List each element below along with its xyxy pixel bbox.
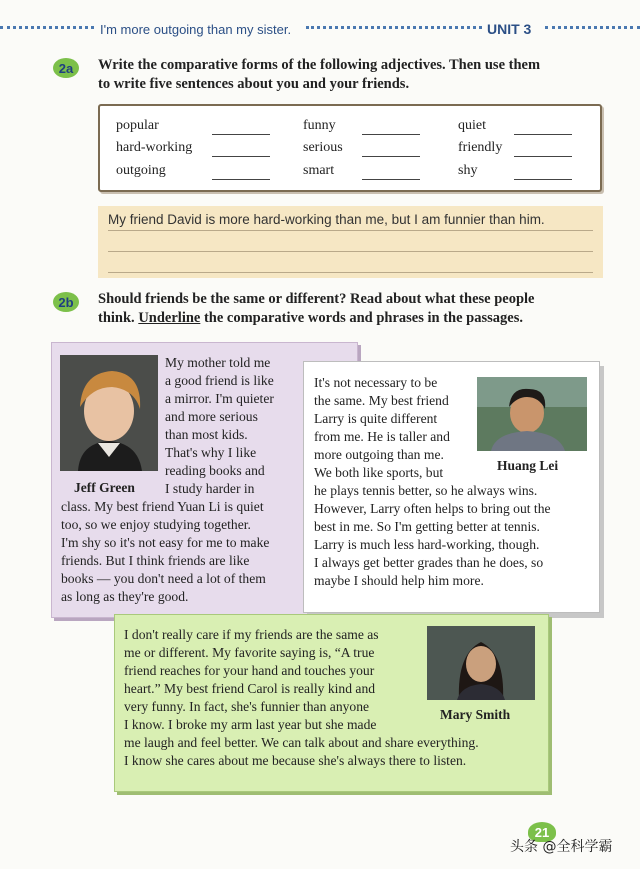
answer-blank[interactable] xyxy=(514,134,572,135)
adjective-word: popular xyxy=(116,118,159,133)
jeff-line: books — you don't need a lot of them xyxy=(61,571,266,586)
instruction-2a xyxy=(98,56,608,94)
jeff-line: reading books and xyxy=(165,463,265,478)
huang-photo xyxy=(477,377,587,451)
huang-line: more outgoing than me. xyxy=(314,447,444,462)
jeff-line: That's why I like xyxy=(165,445,257,460)
answer-blank[interactable] xyxy=(514,179,572,180)
mary-line: me or different. My favorite saying is, “A true xyxy=(124,645,375,660)
underline-word: Underline xyxy=(138,310,201,326)
adjective-word: funny xyxy=(303,118,336,133)
girl-portrait-icon xyxy=(427,626,535,700)
answer-blank[interactable] xyxy=(362,156,420,157)
jeff-line: My mother told me xyxy=(165,355,271,370)
adjective-word: quiet xyxy=(458,118,486,133)
jeff-line: I'm shy so it's not easy for me to make xyxy=(61,535,270,550)
page-number: 21 xyxy=(528,822,556,842)
jeff-line: I study harder in xyxy=(165,481,255,496)
header-dots-left xyxy=(0,26,94,29)
example-sentence: My friend David is more hard-working than me, but I am funnier than him. xyxy=(108,212,545,227)
mary-line: I don't really care if my friends are the same as xyxy=(124,627,379,642)
adjective-word: hard-working xyxy=(116,140,193,155)
watermark: 头条 @全科学霸 xyxy=(510,839,613,855)
answer-blank[interactable] xyxy=(362,134,420,135)
answer-blank[interactable] xyxy=(212,134,270,135)
huang-line: best in me. So I'm getting better at tennis. xyxy=(314,519,540,534)
huang-line: However, Larry often helps to bring out the xyxy=(314,501,551,516)
header-dots-middle xyxy=(306,26,482,29)
answer-blank[interactable] xyxy=(212,179,270,180)
instruction-2b xyxy=(98,290,608,328)
jeff-photo xyxy=(60,355,158,471)
huang-line: We both like sports, but xyxy=(314,465,444,480)
badge-2b: 2b xyxy=(53,292,79,312)
adjective-word: serious xyxy=(303,140,343,155)
huang-line: from me. He is taller and xyxy=(314,429,450,444)
man-portrait-icon xyxy=(477,377,587,451)
mary-line: very funny. In fact, she's funnier than anyone xyxy=(124,699,370,714)
mary-line: I know. I broke my arm last year but she made xyxy=(124,717,377,732)
huang-line: Larry is much less hard-working, though. xyxy=(314,537,540,552)
jeff-line: as long as they're good. xyxy=(61,589,189,604)
huang-line: he plays tennis better, so he always wins. xyxy=(314,483,538,498)
huang-line: I always get better grades than he does, so xyxy=(314,555,544,570)
huang-line: It's not necessary to be xyxy=(314,375,438,390)
adjective-word: outgoing xyxy=(116,163,166,178)
instruction-2b-pre: think. xyxy=(98,310,139,326)
badge-2a: 2a xyxy=(53,58,79,78)
answer-blank[interactable] xyxy=(212,156,270,157)
jeff-line: and more serious xyxy=(165,409,258,424)
adjective-box xyxy=(98,104,602,192)
example-box xyxy=(98,206,603,278)
mary-photo xyxy=(427,626,535,700)
instruction-2b-line1: Should friends be the same or different? Read about what these people xyxy=(98,291,535,307)
instruction-2b-line2 xyxy=(98,309,608,328)
writing-line[interactable] xyxy=(108,251,593,252)
adjective-word: friendly xyxy=(458,140,503,155)
instruction-2b-post: the comparative words and phrases in the passages. xyxy=(200,310,523,326)
huang-line: Larry is quite different xyxy=(314,411,438,426)
mary-line: I know she cares about me because she's always there to listen. xyxy=(124,753,467,768)
mary-line: me laugh and feel better. We can talk about and share everything. xyxy=(124,735,479,750)
huang-name: Huang Lei xyxy=(497,458,559,473)
jeff-line: a mirror. I'm quieter xyxy=(165,391,274,406)
answer-blank[interactable] xyxy=(362,179,420,180)
jeff-line: than most kids. xyxy=(165,427,248,442)
answer-blank[interactable] xyxy=(514,156,572,157)
jeff-name: Jeff Green xyxy=(74,480,135,495)
header-dots-right xyxy=(545,26,640,29)
writing-line[interactable] xyxy=(108,272,593,273)
boy-portrait-icon xyxy=(60,355,158,471)
jeff-line: too, so we enjoy studying together. xyxy=(61,517,251,532)
adjective-word: smart xyxy=(303,163,335,178)
huang-line: the same. My best friend xyxy=(314,393,449,408)
instruction-2a-line1: Write the comparative forms of the following adjectives. Then use them xyxy=(98,57,541,73)
adjective-word: shy xyxy=(458,163,478,178)
mary-line: friend reaches for your hand and touches your xyxy=(124,663,375,678)
page-header-title: I'm more outgoing than my sister. xyxy=(100,22,292,37)
jeff-line: a good friend is like xyxy=(165,373,274,388)
unit-label: UNIT 3 xyxy=(487,21,532,37)
huang-line: maybe I should help him more. xyxy=(314,573,484,588)
mary-line: heart.” My best friend Carol is really kind and xyxy=(124,681,376,696)
jeff-line: class. My best friend Yuan Li is quiet xyxy=(61,499,264,514)
mary-name: Mary Smith xyxy=(440,707,511,722)
writing-line[interactable] xyxy=(108,230,593,231)
jeff-line: friends. But I think friends are like xyxy=(61,553,250,568)
instruction-2a-line2: to write five sentences about you and your friends. xyxy=(98,76,410,92)
